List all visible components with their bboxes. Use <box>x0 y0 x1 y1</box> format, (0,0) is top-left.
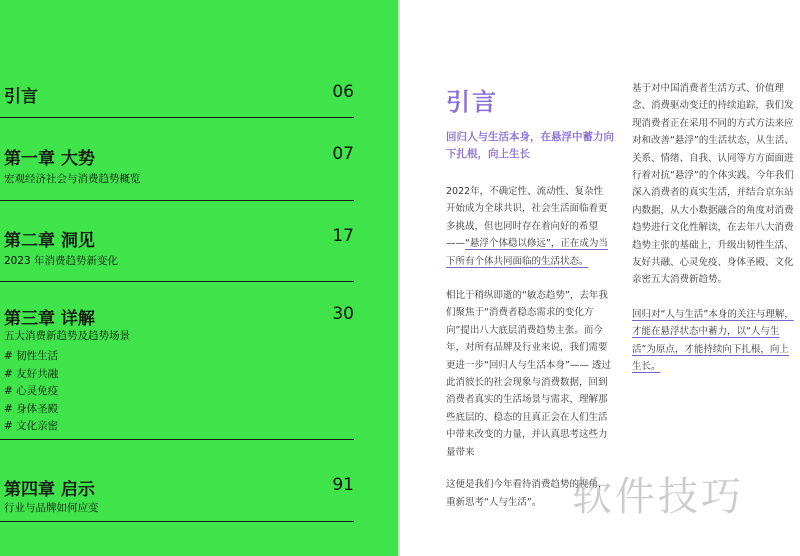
paragraph-text: 2022年，不确定性、流动性、复杂性开始成为全球共识，社会生活面临着更多挑战，但也同时存在着向好的希望 —— <box>446 186 608 250</box>
paragraph <box>446 183 612 270</box>
toc-entry-subtitle: 宏观经济社会与消费趋势概览 <box>4 173 141 185</box>
intro-page <box>400 0 800 556</box>
toc-entry-title: 第一章 大势 <box>4 149 95 169</box>
toc-entry-title: 第二章 洞见 <box>4 231 95 251</box>
toc-entry-title: 第四章 启示 <box>4 480 95 500</box>
toc-entry-page: 07 <box>332 144 354 164</box>
text-column-right <box>632 80 798 376</box>
page-title: 引言 <box>446 88 498 116</box>
watermark: 软件技巧 <box>572 474 744 520</box>
text-column-left <box>446 183 612 511</box>
divider <box>0 281 354 282</box>
divider <box>0 439 354 440</box>
paragraph: 相比于稍纵即逝的“敏态趋势”，去年我们聚焦于“消费者稳态需求的变化方向”提出八大底层消费趋势主张。而今年，对所有品牌及行业来说，我们需要更进一步“回归人与生活本身”—— 透过此消彼长的社会现象与消费数据，回到消费者真实的生活场景与需求，理解那些底层的、稳态的且真正会在人们生活中带来改变的力量，并认真思考这些力量带来 <box>446 290 611 458</box>
toc-entry-subtitle: 五大消费新趋势及趋势场景 <box>4 330 130 342</box>
paragraph: 基于对中国消费者生活方式、价值理念、消费驱动变迁的持续追踪，我们发现消费者正在采用不同的方式方法来应对和改善“悬浮”的生活状态，从生活、关系、情绪、自我、认同等方方面面进行着对抗“悬浮”的个体实践。今年我们深入消费者的真实生活，并结合京东站内数据，从大小数据融合的角度对消费趋势进行文化性解读，在去年八大消费趋势主张的基础上，升级出韧性生活、友好共融、心灵免疫、身体圣殿、文化亲密五大消费新趋势。 <box>632 83 794 286</box>
toc-entry-title: 第三章 详解 <box>4 309 95 329</box>
toc-entry-subtitle: 2023 年消费趋势新变化 <box>4 255 119 267</box>
toc-tag-list <box>4 348 58 436</box>
toc-tag: # 友好共融 <box>4 367 59 380</box>
divider <box>0 200 354 201</box>
toc-tag: # 心灵免疫 <box>4 385 59 398</box>
toc-tag: # 文化亲密 <box>4 420 59 433</box>
toc-entry-page: 91 <box>332 475 354 495</box>
toc-tag: # 身体圣殿 <box>4 402 59 415</box>
toc-tag: # 韧性生活 <box>4 350 59 362</box>
toc-entry-page: 17 <box>332 226 354 246</box>
highlighted-paragraph: 回归对“人与生活”本身的关注与理解，才能在悬浮状态中蓄力，以“人与生活”为原点，才能持续向下扎根，向上生长。 <box>632 308 794 373</box>
divider <box>0 521 354 522</box>
toc-entry-title: 引言 <box>4 87 38 107</box>
toc-entry-page: 06 <box>332 82 354 102</box>
toc-panel <box>0 0 398 556</box>
highlighted-text: “悬浮个体稳以修远”，正在成为当下所有个体共同面临的生活状态。 <box>446 238 608 267</box>
toc-entry-subtitle: 行业与品牌如何应变 <box>4 502 99 514</box>
toc-entry-page: 30 <box>332 304 354 324</box>
paragraph: 这便是我们今年看待消费趋势的视角，重新思考“人与生活”。 <box>446 479 608 508</box>
divider <box>0 117 354 118</box>
page-subtitle: 回归人与生活本身，在悬浮中蓄力向下扎根，向上生长 <box>446 131 614 160</box>
